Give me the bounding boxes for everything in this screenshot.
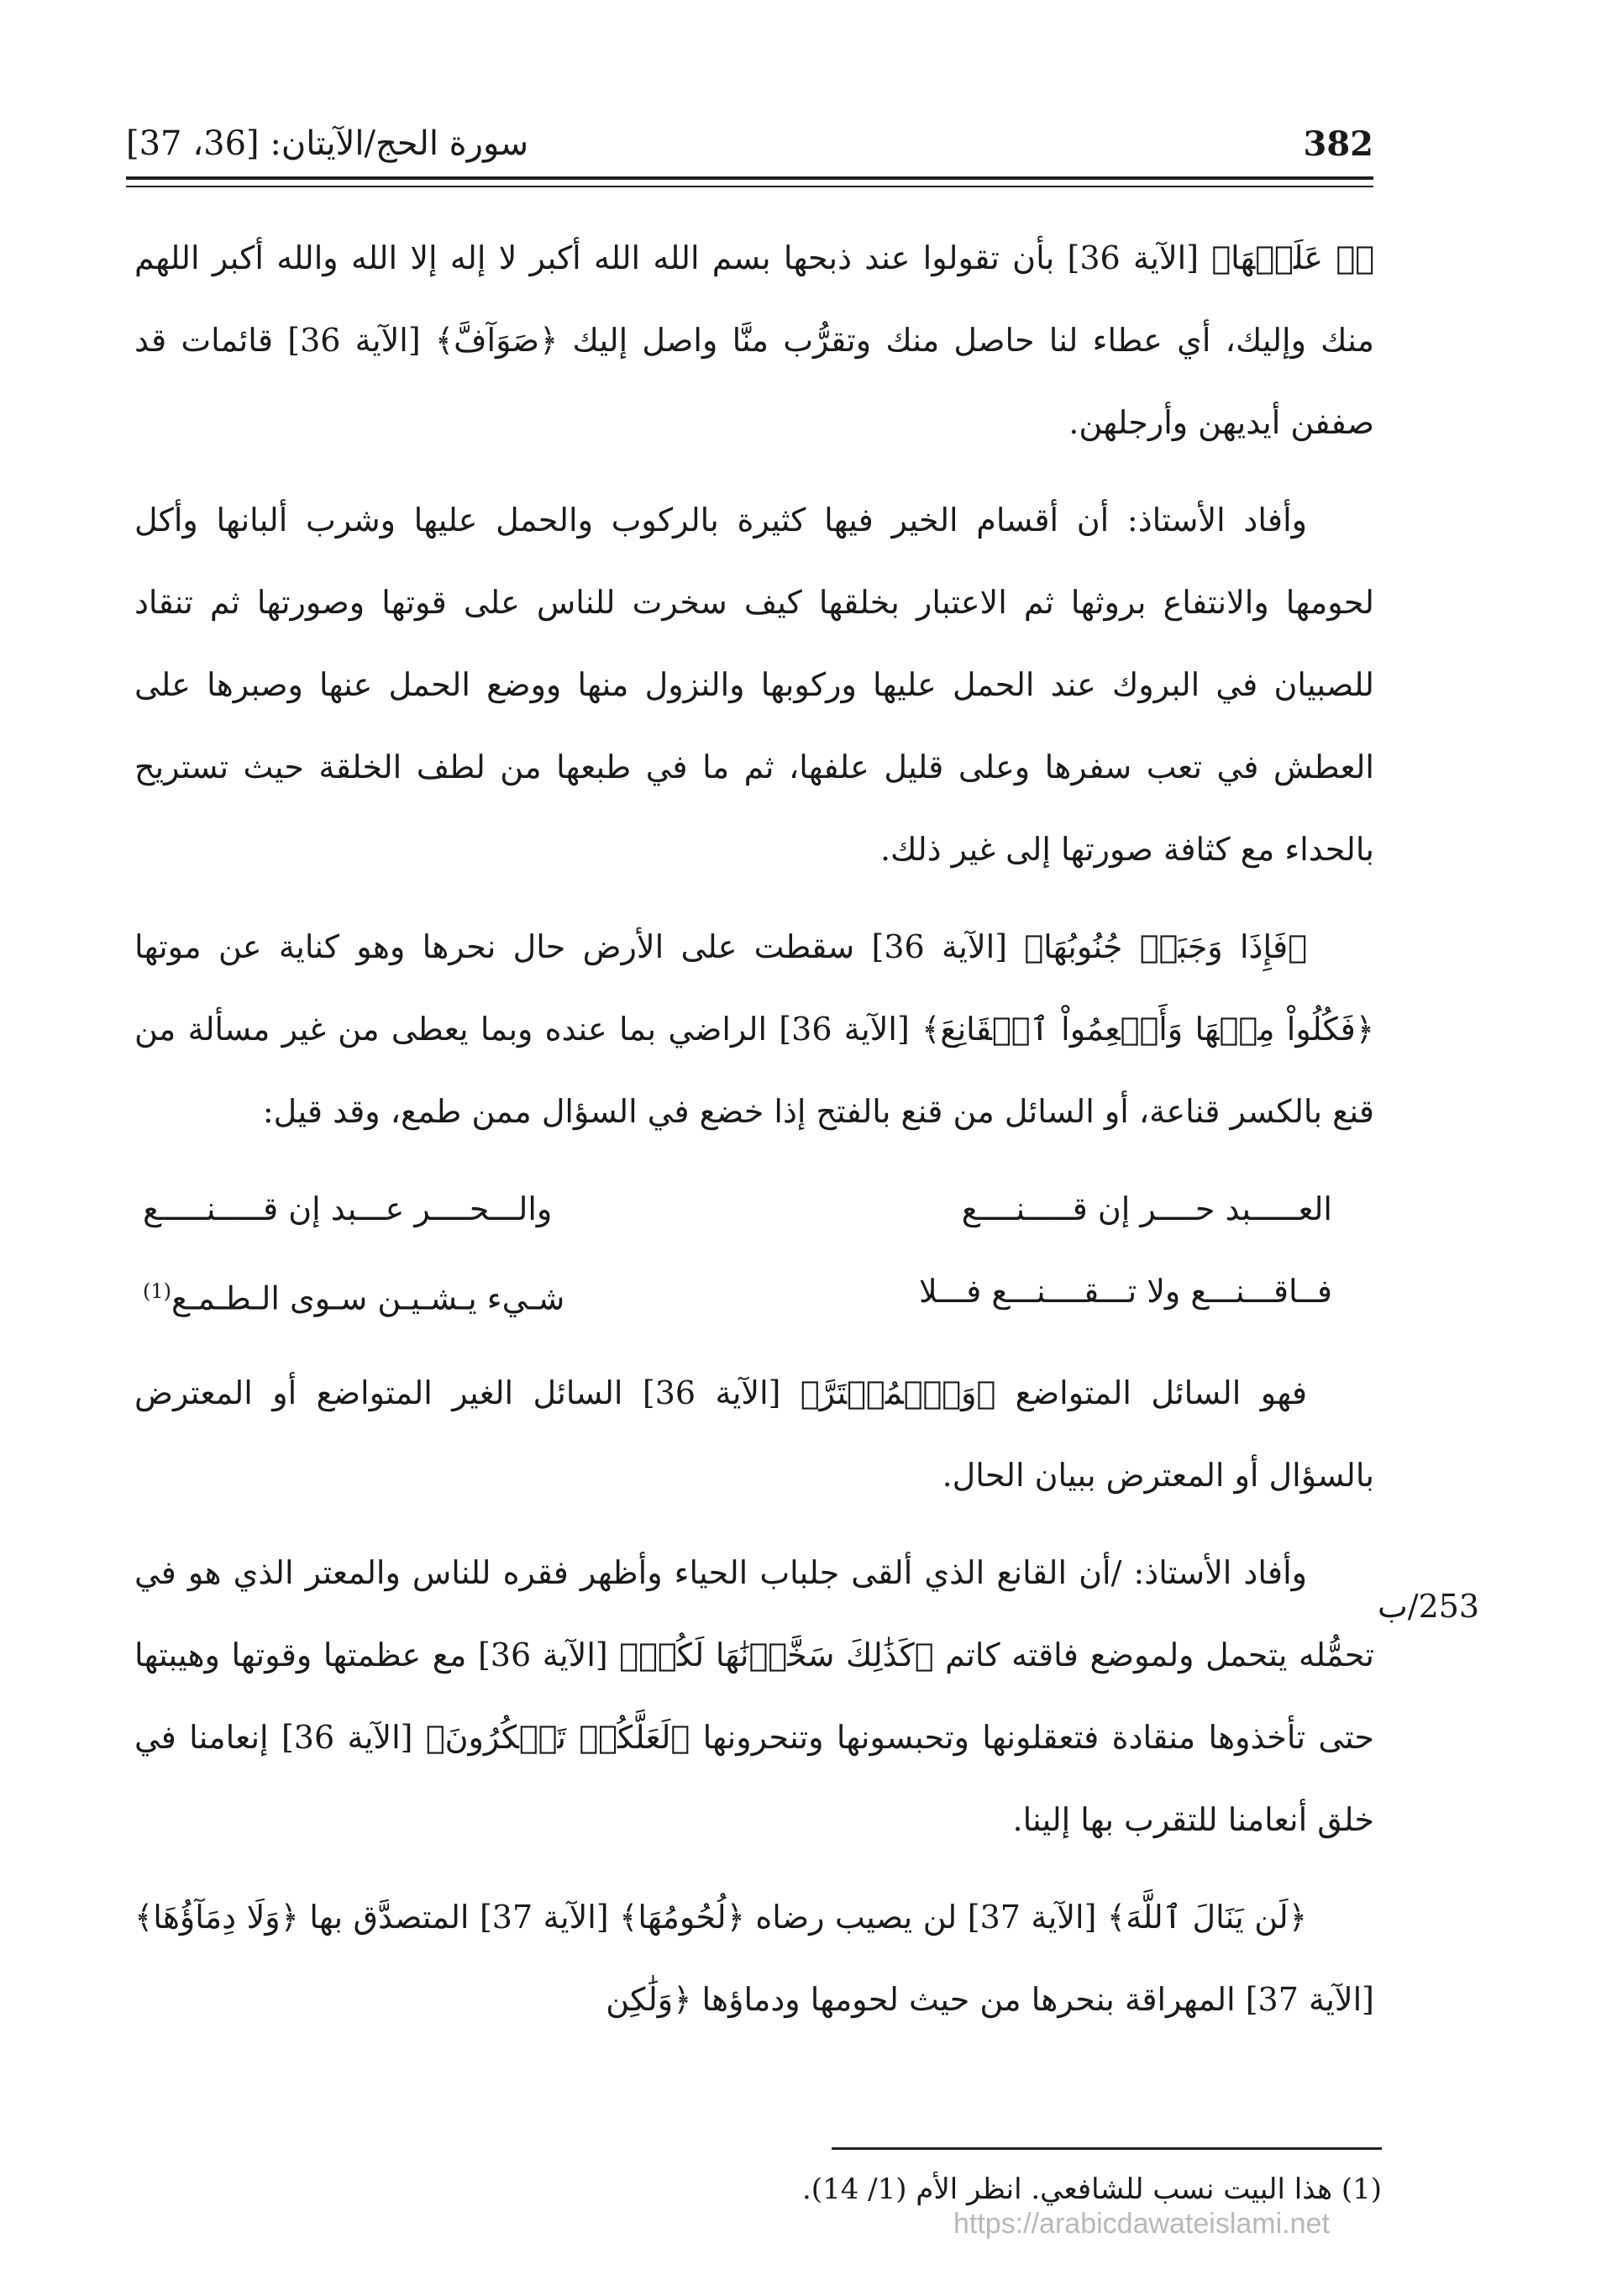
paragraph-6: ﴿لَن يَنَالَ ٱللَّهَ﴾ [الآية 37] لن يصيب رضاه ﴿لُحُومُهَا﴾ [الآية 37] المتصدَّق بها ﴿وَلَا دِمَآؤُهَا﴾ [الآية 37] المهراقة بنحرها من حيث لحومها ودماؤها ﴿وَلَٰكِن: [134, 1898, 1374, 2018]
hemistich-left-text: شـيء يـشـيـن سـوى الـطـمـع: [171, 1279, 565, 1317]
poem-line-2: [143, 1250, 1332, 1340]
hemistich-right: فــاقـــنـــع ولا تـــقــــنـــع فـــلا: [919, 1273, 1332, 1310]
running-title: سورة الحج/الآيتان: [36، 37]: [126, 124, 529, 163]
watermark-url: https://arabicdawateislami.net: [953, 2208, 1330, 2240]
page-header: [126, 124, 1373, 175]
hemistich-right: العـــــبد حــــر إن قـــــنــــع: [961, 1190, 1332, 1227]
body-text: [134, 217, 1374, 2056]
footnote-marker: (1): [143, 1279, 172, 1303]
header-rule: [126, 176, 1373, 180]
paragraph-2: وأفاد الأستاذ: أن أقسام الخير فيها كثيرة بالركوب والحمل عليها وشرب ألبانها وأكل لحومها والانتفاع بروثها ثم الاعتبار بخلقها كيف سخرت للناس على قوتها وصورتها ثم تنقاد للصبيان في البروك عند الحمل عليها وركوبها والنزول منها ووضع الحمل عنها وصبرها على العطش في تعب سفرها وعلى قليل علفها، ثم ما في طبعها من لطف الخلقة حيث تستريح بالحداء مع كثافة صورتها إلى غير ذلك.: [134, 502, 1374, 868]
hemistich-left: والـــحــــر عـــبد إن قـــــنـــــع: [143, 1190, 553, 1227]
header-rule-thin: [126, 186, 1373, 187]
paragraph-5: وأفاد الأستاذ: /أن القانع الذي ألقى جلباب الحياء وأظهر فقره للناس والمعتر الذي هو في تحمُّله يتحمل ولموضع فاقته كاتم ﴿كَذَٰلِكَ سَخَّرۡنَٰهَا لَكُمۡ﴾ [الآية 36] مع عظمتها وقوتها وهيبتها حتى تأخذوها منقادة فتعقلونها وتحبسونها وتنحرونها ﴿لَعَلَّكُمۡ تَشۡكُرُونَ﴾ [الآية 36] إنعامنا في خلق أنعامنا للتقرب بها إلينا.: [134, 1553, 1375, 1838]
paragraph-3: ﴿فَإِذَا وَجَبَتۡ جُنُوبُهَا﴾ [الآية 36] سقطت على الأرض حال نحرها وهو كناية عن موتها ﴿فَكُلُواْ مِنۡهَا وَأَطۡعِمُواْ ٱلۡقَانِعَ﴾ [الآية 36] الراضي بما عنده وبما يعطى من غير مسألة من قنع بالكسر قناعة، أو السائل من قنع بالفتح إذا خضع في السؤال ممن طمع، وقد قيل:: [134, 928, 1374, 1130]
hemistich-left: [143, 1250, 564, 1340]
poem: [134, 1168, 1374, 1340]
poem-line-1: [143, 1168, 1332, 1250]
manuscript-folio-note: 253/ب: [1378, 1588, 1480, 1625]
page-number: 382: [1303, 124, 1373, 164]
footnote: (1) هذا البيت نسب للشافعي. انظر الأم (1/ 14).: [801, 2173, 1382, 2206]
footnote-rule: [832, 2147, 1382, 2150]
paragraph-4: فهو السائل المتواضع ﴿وَٱلۡمُعۡتَرَّ﴾ [الآية 36] السائل الغير المتواضع أو المعترض بالسؤال أو المعترض ببيان الحال.: [134, 1374, 1374, 1494]
paragraph-1: ﷲِ عَلَيۡهَا﴾ [الآية 36] بأن تقولوا عند ذبحها بسم الله الله أكبر لا إله إلا الله والله أكبر اللهم منك وإليك، أي عطاء لنا حاصل منك وتقرُّب منَّا واصل إليك ﴿صَوَآفَّ﴾ [الآية 36] قائمات قد صففن أيديهن وأرجلهن.: [134, 239, 1375, 441]
